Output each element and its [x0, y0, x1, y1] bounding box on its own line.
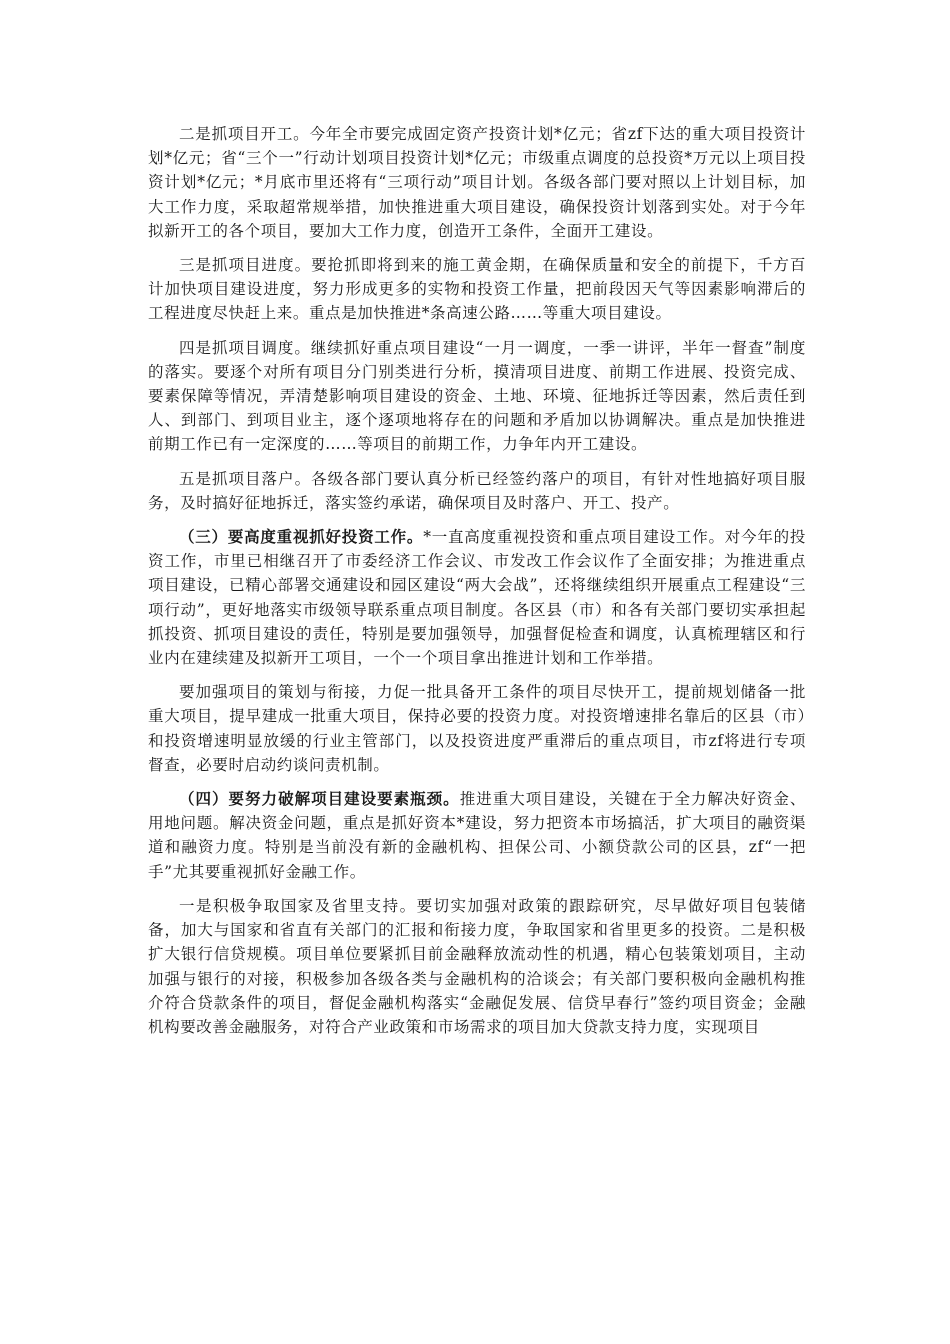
paragraph-text: 五是抓项目落户。各级各部门要认真分析已经签约落户的项目，有针对性地搞好项目服务，及时搞好征地拆迁，落实签约承诺，确保项目及时落户、开工、投产。	[148, 469, 806, 512]
paragraph-project-start	[148, 122, 806, 243]
paragraph-funding-support	[148, 894, 806, 1039]
paragraph-text: 推进重大项目建设，关键在于全力解决好资金、用地问题。解决资金问题，重点是抓好资本*建设，努力把资本市场搞活，扩大项目的融资渠道和融资力度。特别是当前没有新的金融机构、担保公司、小额贷款公司的区县，zf“一把手”尤其要重视抓好金融工作。	[148, 790, 806, 881]
paragraph-text: 四是抓项目调度。继续抓好重点项目建设“一月一调度，一季一讲评，半年一督查”制度的落实。要逐个对所有项目分门别类进行分析，摸清项目进度、前期工作进展、投资完成、要素保障等情况，弄清楚影响项目建设的资金、土地、环境、征地拆迁等因素，然后责任到人、到部门、到项目业主，逐个逐项地将存在的问题和矛盾加以协调解决。重点是加快推进前期工作已有一定深度的……等项目的前期工作，力争年内开工建设。	[148, 338, 806, 454]
paragraph-text: 一是积极争取国家及省里支持。要切实加强对政策的跟踪研究，尽早做好项目包装储备，加大与国家和省直有关部门的汇报和衔接力度，争取国家和省里更多的投资。二是积极扩大银行信贷规模。项目单位要紧抓目前金融释放流动性的机遇，精心包装策划项目，主动加强与银行的对接，积极参加各级各类与金融机构的洽谈会；有关部门要积极向金融机构推介符合贷款条件的项目，督促金融机构落实“金融促发展、信贷早春行”签约项目资金；金融机构要改善金融服务，对符合产业政策和市场需求的项目加大贷款支持力度，实现项目	[148, 896, 806, 1036]
paragraph-text: 三是抓项目进度。要抢抓即将到来的施工黄金期，在确保质量和安全的前提下，千方百计加快项目建设进度，努力形成更多的实物和投资工作量，把前段因天气等因素影响滞后的工程进度尽快赶上来。重点是加快推进*条高速公路……等重大项目建设。	[148, 256, 806, 323]
paragraph-text: 要加强项目的策划与衔接，力促一批具备开工条件的项目尽快开工，提前规划储备一批重大项目，提早建成一批重大项目，保持必要的投资力度。对投资增速排名靠后的区县（市）和投资增速明显放缓的行业主管部门，以及投资进度严重滞后的重点项目，市zf将进行专项督查，必要时启动约谈问责机制。	[148, 683, 806, 774]
section-heading-three: （三）要高度重视抓好投资工作。	[179, 527, 424, 547]
paragraph-text: 二是抓项目开工。今年全市要完成固定资产投资计划*亿元；省zf下达的重大项目投资计划*亿元；省“三个一”行动计划项目投资计划*亿元；市级重点调度的总投资*万元以上项目投资计划*亿元；*月底市里还将有“三项行动”项目计划。各级各部门要对照以上计划目标，加大工作力度，采取超常规举措，加快推进重大项目建设，确保投资计划落到实处。对于今年拟新开工的各个项目，要加大工作力度，创造开工条件，全面开工建设。	[148, 125, 806, 240]
paragraph-factor-bottleneck	[148, 787, 806, 884]
section-heading-four: （四）要努力破解项目建设要素瓶颈。	[179, 789, 460, 809]
document-body	[148, 122, 806, 1049]
paragraph-project-settlement	[148, 467, 806, 515]
paragraph-project-scheduling	[148, 336, 806, 457]
paragraph-project-planning	[148, 680, 806, 777]
paragraph-text: *一直高度重视投资和重点项目建设工作。对今年的投资工作，市里已相继召开了市委经济工作会议、市发改工作会议作了全面安排；为推进重点项目建设，已精心部署交通建设和园区建设“两大会战”，还将继续组织开展重点工程建设“三项行动”，更好地落实市级领导联系重点项目制度。各区县（市）和各有关部门要切实承担起抓投资、抓项目建设的责任，特别是要加强领导，加强督促检查和调度，认真梳理辖区和行业内在建续建及拟新开工项目，一个一个项目拿出推进计划和工作举措。	[148, 528, 806, 668]
paragraph-project-progress	[148, 253, 806, 326]
paragraph-investment-work	[148, 525, 806, 670]
